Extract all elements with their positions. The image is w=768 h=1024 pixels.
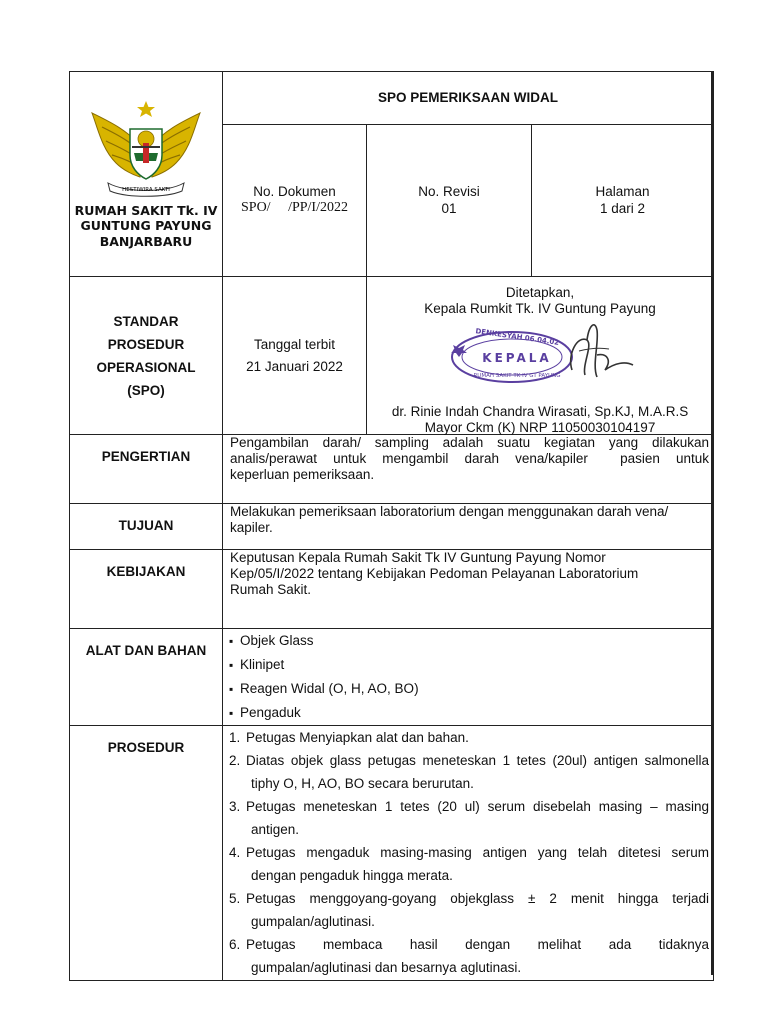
alat-bahan-label: ALAT DAN BAHAN — [70, 629, 223, 726]
prosedur-step-continuation: gumpalan/aglutinasi. — [251, 914, 375, 929]
pengertian-line-2: analis/perawat untuk mengambil darah vena/kapiler pasien untuk — [230, 451, 710, 467]
alat-bahan-item-4: ▪ Pengaduk — [229, 701, 713, 725]
issue-date: 21 Januari 2022 — [246, 358, 343, 374]
page-cell — [532, 125, 714, 277]
issue-label: Tanggal terbit — [253, 336, 336, 352]
kebijakan-text — [223, 550, 714, 629]
prosedur-step-text: Petugas mengaduk masing-masing antigen yang telah ditetesi serum — [246, 845, 710, 860]
approver-position: Kepala Rumkit Tk. IV Guntung Payung — [424, 301, 656, 316]
hospital-emblem-icon — [86, 99, 206, 199]
prosedur-step-number: 6. — [229, 937, 241, 952]
prosedur-step — [229, 887, 709, 933]
logo-cell — [70, 72, 223, 277]
pengertian-line-1: Pengambilan darah/ sampling adalah suatu kegiatan yang dilakukan — [230, 435, 710, 450]
prosedur-step-number: 2. — [229, 753, 241, 768]
document-title: SPO PEMERIKSAAN WIDAL — [223, 72, 714, 125]
prosedur-step-number: 1. — [229, 730, 241, 745]
tujuan-line-2: kapiler. — [230, 520, 273, 536]
prosedur-step-continuation: gumpalan/aglutinasi dan besarnya aglutinasi. — [251, 960, 522, 975]
prosedur-step — [229, 933, 709, 979]
hospital-name-line-3: BANJARBARU — [99, 233, 193, 249]
prosedur-step — [229, 726, 709, 749]
kebijakan-line-3: Rumah Sakit. — [230, 582, 312, 598]
prosedur-step-text: Petugas meneteskan 1 tetes (20 ul) serum disebelah masing – masing — [246, 799, 710, 814]
approval-cell — [367, 277, 714, 435]
prosedur-step-line — [229, 933, 709, 956]
page-value: 1 dari 2 — [600, 200, 646, 216]
spo-label-line-4: (SPO) — [127, 382, 165, 398]
prosedur-step-number: 4. — [229, 845, 241, 860]
prosedur-step-number: 5. — [229, 891, 241, 906]
prosedur-label: PROSEDUR — [70, 726, 223, 981]
pengertian-text — [223, 435, 714, 504]
tujuan-label: TUJUAN — [70, 504, 223, 550]
tujuan-line-1: Melakukan pemeriksaan laboratorium dengan menggunakan darah vena/ — [230, 504, 669, 519]
svg-text:DENKESYAH 06.04.02: DENKESYAH 06.04.02 — [474, 327, 560, 347]
spo-label-line-3: OPERASIONAL — [96, 359, 196, 375]
prosedur-step — [229, 841, 709, 887]
alat-bahan-item-2: ▪ Klinipet — [229, 653, 713, 677]
hospital-name-line-2: GUNTUNG PAYUNG — [80, 218, 212, 234]
prosedur-step-line — [229, 726, 709, 749]
svg-text:RUMAH SAKIT TK IV GT PAYUNG: RUMAH SAKIT TK IV GT PAYUNG — [473, 373, 561, 379]
prosedur-step-line — [229, 887, 709, 910]
spo-label-line-2: PROSEDUR — [107, 336, 185, 352]
prosedur-step — [229, 749, 709, 795]
kebijakan-label: KEBIJAKAN — [70, 550, 223, 629]
prosedur-step-line — [229, 841, 709, 864]
prosedur-step-continuation: dengan pengaduk hingga merata. — [251, 868, 453, 883]
prosedur-steps — [223, 726, 713, 979]
prosedur-step-text: Diatas objek glass petugas meneteskan 1 tetes (20ul) antigen salmonella — [246, 753, 710, 768]
hospital-name — [75, 203, 218, 250]
alat-bahan-item-1: ▪ Objek Glass — [229, 629, 713, 653]
revision-cell — [367, 125, 532, 277]
kebijakan-line-2: Kep/05/I/2022 tentang Kebijakan Pedoman Pelayanan Laboratorium — [230, 566, 639, 582]
prosedur-step-text: Petugas membaca hasil dengan melihat ada tidaknya — [246, 937, 710, 952]
spo-label-line-1: STANDAR — [113, 313, 179, 329]
signer-rank: Mayor Ckm (K) NRP 11050030104197 — [424, 420, 656, 435]
prosedur-step-continuation: tiphy O, H, AO, BO secara berurutan. — [251, 776, 474, 791]
revision-value: 01 — [441, 200, 457, 216]
pengertian-label: PENGERTIAN — [70, 435, 223, 504]
tujuan-text — [223, 504, 714, 550]
official-stamp-icon — [437, 315, 647, 400]
alat-bahan-item-3: ▪ Reagen Widal (O, H, AO, BO) — [229, 677, 713, 701]
doc-number-label: No. Dokumen — [253, 184, 336, 199]
prosedur-step-text: Petugas menggoyang-goyang objekglass ± 2 menit hingga terjadi — [246, 891, 710, 906]
prosedur-step-text: Petugas Menyiapkan alat dan bahan. — [246, 730, 469, 745]
prosedur-step-continuation: antigen. — [251, 822, 300, 837]
prosedur-step — [229, 795, 709, 841]
prosedur-cell — [223, 726, 714, 981]
doc-number-cell — [223, 125, 367, 277]
set-label: Ditetapkan, — [505, 285, 575, 300]
prosedur-step-line — [229, 795, 709, 818]
revision-label: No. Revisi — [418, 184, 480, 200]
svg-text:HESTIWIRA SAKTI: HESTIWIRA SAKTI — [122, 186, 170, 193]
svg-text:KEPALA: KEPALA — [482, 351, 552, 365]
alat-bahan-list — [223, 629, 713, 725]
stamp-and-signature — [437, 315, 647, 400]
prosedur-step-line — [229, 749, 709, 772]
signer-name: dr. Rinie Indah Chandra Wirasati, Sp.KJ, M.A.R.S — [391, 404, 689, 419]
pengertian-line-3: keperluan pemeriksaan. — [230, 467, 375, 483]
page-label: Halaman — [595, 184, 650, 200]
kebijakan-line-1: Keputusan Kepala Rumah Sakit Tk IV Guntung Payung Nomor — [230, 550, 606, 565]
prosedur-step-number: 3. — [229, 799, 241, 814]
hospital-name-line-1: RUMAH SAKIT Tk. IV — [74, 202, 218, 218]
alat-bahan-cell — [223, 629, 714, 726]
doc-number-value: SPO/ /PP/I/2022 — [241, 200, 348, 216]
spo-label-cell — [70, 277, 223, 435]
spo-table — [69, 71, 714, 981]
issue-date-cell — [223, 277, 367, 435]
